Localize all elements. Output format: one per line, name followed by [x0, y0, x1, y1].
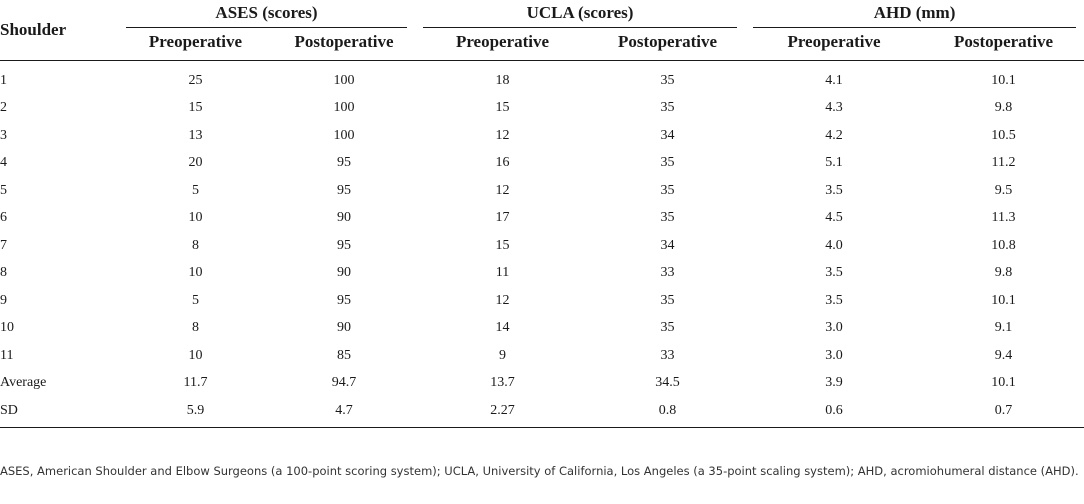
table-header: [0, 0, 1084, 61]
table-cell: 12: [495, 127, 510, 143]
table-cell: 4.2: [825, 127, 843, 143]
row-label: Average: [0, 375, 47, 391]
table-cell: 95: [337, 292, 351, 308]
table-cell: 11.2: [991, 155, 1016, 171]
table-cell: 90: [337, 210, 351, 226]
table-cell: 95: [337, 155, 351, 171]
table-cell: 12: [495, 182, 510, 198]
table-row: [0, 122, 1084, 150]
table-cell: 3.0: [825, 320, 843, 336]
table-cell: 34: [660, 127, 675, 143]
group-header-ucla: UCLA (scores): [415, 0, 745, 30]
table-cell: 11.7: [183, 375, 208, 391]
subheader-ucla-postoperative: Postoperative: [590, 30, 745, 61]
table-row: [0, 342, 1084, 370]
row-label: 4: [0, 155, 7, 171]
table-cell: 4.1: [825, 72, 843, 88]
table-cell: 0.7: [923, 397, 1084, 427]
table-cell: 16: [495, 155, 510, 171]
table-footnote: ASES, American Shoulder and Elbow Surgeons (a 100-point scoring system); UCLA, University of California, Los Angeles (a 35-point scaling system); AHD, acromiohumeral distance (AHD).: [0, 464, 1079, 478]
table-cell: 11: [495, 265, 510, 281]
group-header-ases: ASES (scores): [118, 0, 415, 30]
table-row: [0, 287, 1084, 315]
row-label: 11: [0, 347, 14, 363]
row-label: 10: [0, 320, 14, 336]
table-row: [0, 61, 1084, 95]
table-cell: 3.5: [825, 265, 843, 281]
table-cell: 33: [660, 347, 675, 363]
table-cell: 10.8: [991, 237, 1016, 253]
table-cell: 3.5: [825, 292, 843, 308]
table-cell: 35: [660, 292, 675, 308]
table-cell: 4.3: [825, 100, 843, 116]
table-row: [0, 260, 1084, 288]
table-cell: 5: [192, 292, 199, 308]
table-cell: 3.0: [825, 347, 843, 363]
table-cell: 17: [495, 210, 510, 226]
table-cell: 15: [188, 100, 203, 116]
table-cell: 9.5: [994, 182, 1013, 198]
table-row: [0, 232, 1084, 260]
table-cell: 34: [660, 237, 675, 253]
table-row: [0, 315, 1084, 343]
subheader-ahd-postoperative: Postoperative: [923, 30, 1084, 61]
header-group-row: [0, 0, 1084, 30]
table-cell: 100: [333, 72, 355, 88]
table-cell: 3.5: [825, 182, 843, 198]
table-cell: 10: [188, 347, 203, 363]
table-cell: 12: [495, 292, 510, 308]
table-cell: 9.4: [994, 347, 1013, 363]
subheader-ahd-preoperative: Preoperative: [745, 30, 923, 61]
table-cell: 0.6: [745, 397, 923, 427]
row-label: 8: [0, 265, 7, 281]
table-cell: 4.0: [825, 237, 843, 253]
table-cell: 35: [660, 320, 675, 336]
table-cell: 90: [337, 265, 351, 281]
table-cell: 35: [660, 72, 675, 88]
table-cell: 5.9: [118, 397, 273, 427]
table-cell: 10.1: [991, 292, 1016, 308]
table-cell: 9.8: [994, 265, 1013, 281]
table-cell: 100: [333, 127, 355, 143]
table-cell: 9.8: [994, 100, 1013, 116]
table-cell: 9: [499, 347, 507, 363]
table-cell: 10.1: [991, 72, 1016, 88]
row-label: 6: [0, 210, 7, 226]
row-label: 5: [0, 182, 7, 198]
table-cell: 3.9: [825, 375, 843, 391]
table-cell: 10: [188, 210, 203, 226]
table-row: [0, 150, 1084, 178]
table-row: [0, 177, 1084, 205]
subheader-ases-postoperative: Postoperative: [273, 30, 415, 61]
table-cell: 0.8: [590, 397, 745, 427]
table-cell: 18: [495, 72, 510, 88]
table-cell: 14: [495, 320, 510, 336]
shoulder-header: Shoulder: [0, 0, 118, 61]
table-cell: 4.5: [825, 210, 843, 226]
row-label: 3: [0, 127, 7, 143]
table-cell: 13: [188, 127, 203, 143]
table-cell: 90: [337, 320, 351, 336]
row-label: 2: [0, 100, 7, 116]
table-cell: 100: [333, 100, 355, 116]
row-label: SD: [0, 397, 118, 427]
table-cell: 4.7: [273, 397, 415, 427]
row-label: 7: [0, 237, 7, 253]
table-cell: 15: [495, 100, 510, 116]
table-cell: 95: [337, 182, 351, 198]
table-cell: 11.3: [991, 210, 1016, 226]
table-cell: 8: [192, 237, 199, 253]
table-cell: 10.5: [991, 127, 1016, 143]
table-cell: 35: [660, 100, 675, 116]
table-cell: 85: [337, 347, 351, 363]
table-cell: 95: [337, 237, 351, 253]
table-cell: 10: [188, 265, 203, 281]
row-label: 1: [0, 72, 7, 88]
table-cell: 13.7: [490, 375, 515, 391]
table-cell: 35: [660, 155, 675, 171]
table-cell: 5.1: [825, 155, 843, 171]
table-cell: 5: [192, 182, 199, 198]
table-cell: 2.27: [415, 397, 590, 427]
table-cell: 35: [660, 210, 675, 226]
table-row: [0, 205, 1084, 233]
subheader-ucla-preoperative: Preoperative: [415, 30, 590, 61]
table-cell: 10.1: [991, 375, 1016, 391]
group-header-ahd: AHD (mm): [745, 0, 1084, 30]
table-cell: 8: [192, 320, 199, 336]
subheader-ases-preoperative: Preoperative: [118, 30, 273, 61]
table-row: [0, 370, 1084, 398]
table-cell: 25: [188, 72, 203, 88]
table-cell: 94.7: [331, 375, 357, 391]
table-cell: 35: [660, 182, 675, 198]
table-cell: 34.5: [655, 375, 680, 391]
header-sub-row: [0, 30, 1084, 61]
table-cell: 15: [495, 237, 510, 253]
table-body: [0, 61, 1084, 428]
table-row: [0, 95, 1084, 123]
table-cell: 9.1: [994, 320, 1013, 336]
table-row: [0, 397, 1084, 427]
table-cell: 20: [188, 155, 203, 171]
table-cell: 33: [660, 265, 675, 281]
row-label: 9: [0, 292, 7, 308]
